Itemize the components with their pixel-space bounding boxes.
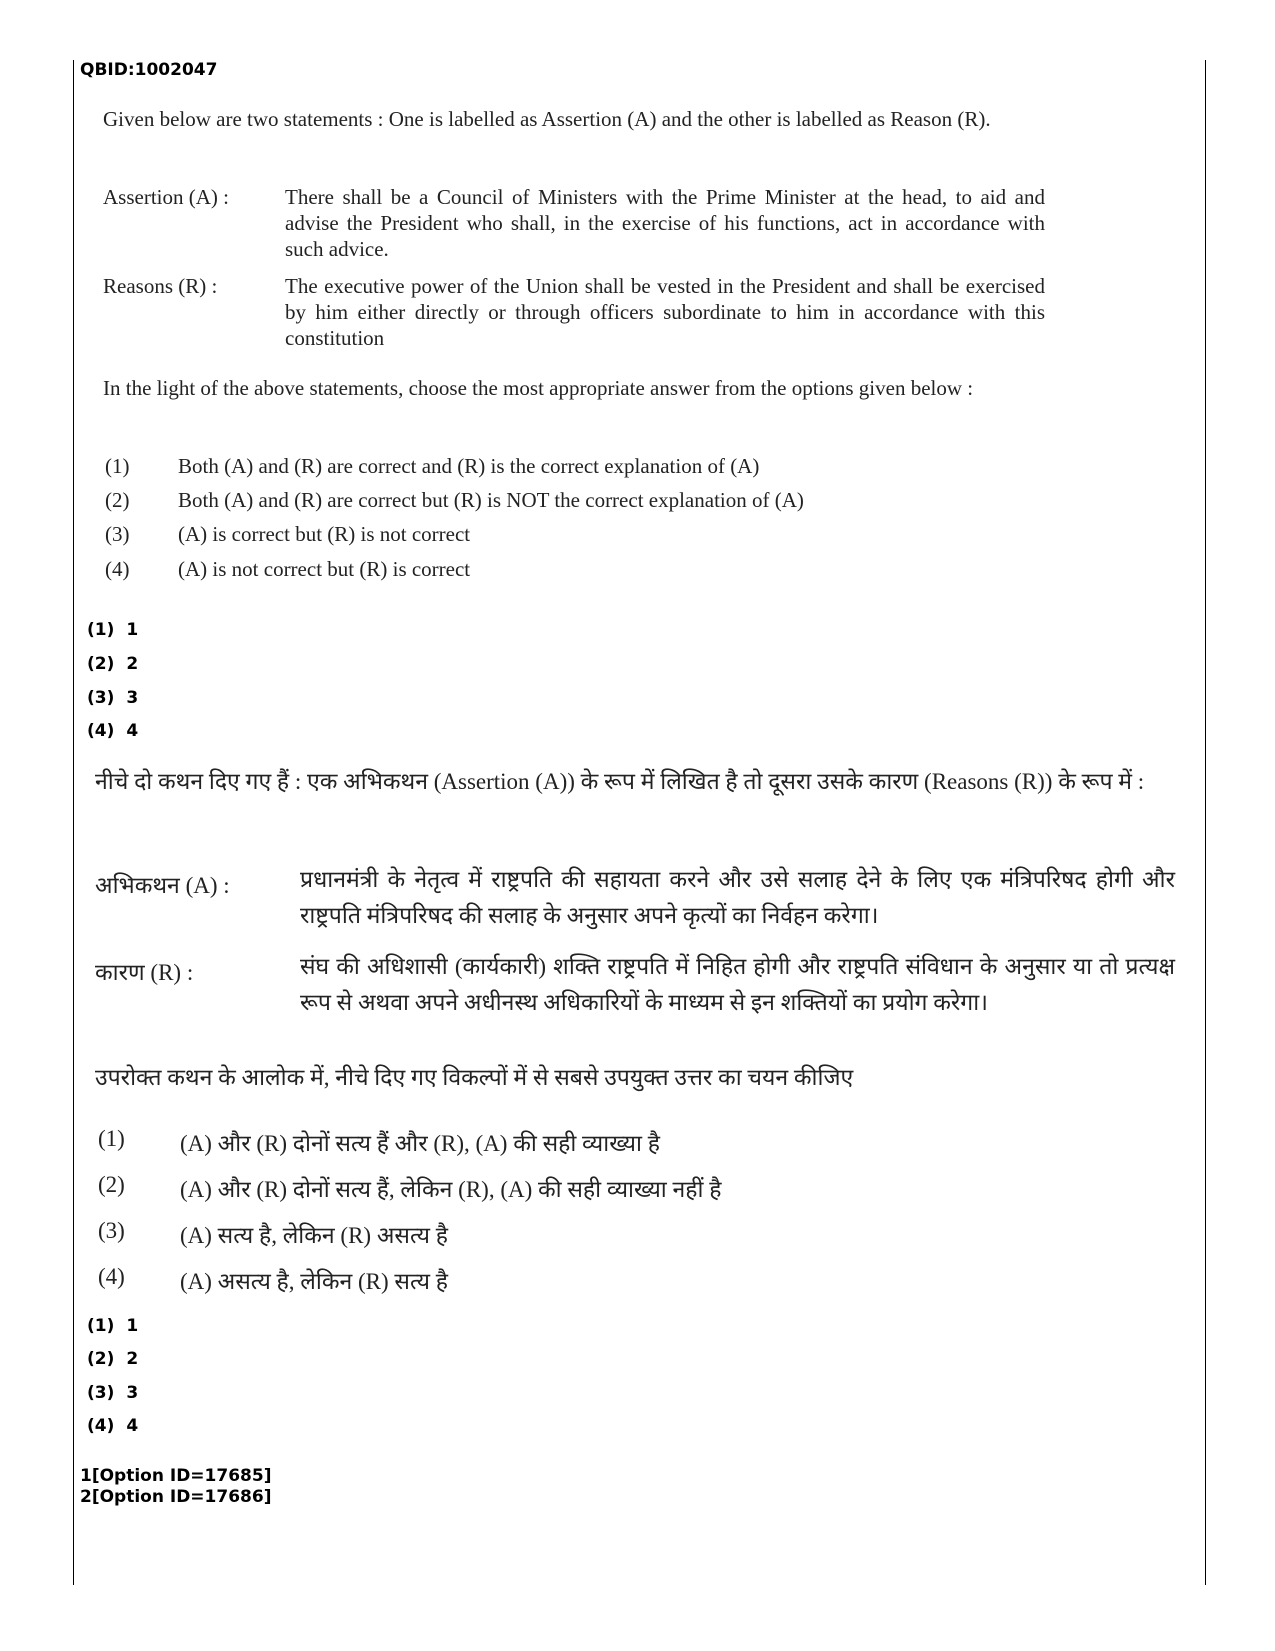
- answer-choice[interactable]: [87, 1316, 138, 1336]
- answer-choice[interactable]: [87, 721, 138, 741]
- answer-choice[interactable]: [87, 1416, 138, 1436]
- option-text-hi: (A) और (R) दोनों सत्य हैं, लेकिन (R), (A) की सही व्याख्या नहीं है: [180, 1177, 722, 1202]
- assertion-text-en: There shall be a Council of Ministers with the Prime Minister at the head, to aid and advise the President who shall, in the exercise of his functions, act in accordance with such advice.: [285, 185, 1045, 261]
- answer-choice[interactable]: [87, 1349, 138, 1369]
- option-number-hi: (2): [98, 1172, 125, 1197]
- option-text-en: Both (A) and (R) are correct but (R) is NOT the correct explanation of (A): [178, 488, 804, 512]
- question-id: QBID:1002047: [80, 60, 218, 80]
- answer-choice-number: (1): [87, 620, 115, 640]
- answer-choice-number: (3): [87, 1383, 115, 1403]
- assertion-label-en: Assertion (A) :: [103, 185, 229, 209]
- option-number-en: (4): [105, 557, 130, 581]
- option-number-hi: (3): [98, 1218, 125, 1243]
- option-text-hi: (A) असत्य है, लेकिन (R) सत्य है: [180, 1269, 448, 1294]
- reason-text-en: The executive power of the Union shall be vested in the President and shall be exercised by him either directly or through officers subordinate to him in accordance with this constitution: [285, 274, 1045, 350]
- answer-choice-value: 1: [126, 620, 139, 640]
- option-number-hi: (4): [98, 1264, 125, 1289]
- answer-choice-value: 2: [126, 1349, 139, 1369]
- option-id-line: 1[Option ID=17685]: [80, 1466, 272, 1486]
- instruction-en: In the light of the above statements, choose the most appropriate answer from the options given below :: [103, 376, 974, 400]
- reason-label-hi: कारण (R) :: [95, 960, 194, 985]
- answer-choice[interactable]: [87, 620, 138, 640]
- right-border-rule: [1205, 60, 1206, 1585]
- answer-choice-value: 4: [126, 1416, 139, 1436]
- option-text-hi: (A) और (R) दोनों सत्य हैं और (R), (A) की सही व्याख्या है: [180, 1131, 660, 1156]
- left-border-rule: [73, 60, 74, 1585]
- answer-choice-number: (2): [87, 654, 115, 674]
- answer-choice-value: 4: [126, 721, 139, 741]
- answer-choice-value: 1: [126, 1316, 139, 1336]
- assertion-text-hi: प्रधानमंत्री के नेतृत्व में राष्ट्रपति की सहायता करने और उसे सलाह देने के लिए एक मंत्रिपरिषद होगी और राष्ट्रपति मंत्रिपरिषद की सलाह के अनुसार अपने कृत्यों का निर्वहन करेगा।: [300, 867, 1175, 928]
- reason-label-en: Reasons (R) :: [103, 274, 218, 298]
- answer-choice-number: (2): [87, 1349, 115, 1369]
- option-number-en: (2): [105, 488, 130, 512]
- question-intro-hi: नीचे दो कथन दिए गए हैं : एक अभिकथन (Assertion (A)) के रूप में लिखित है तो दूसरा उसके कारण (Reasons (R)) के रूप में :: [95, 769, 1145, 794]
- answer-choice-number: (4): [87, 721, 115, 741]
- option-number-hi: (1): [98, 1126, 125, 1151]
- question-intro-en: Given below are two statements : One is labelled as Assertion (A) and the other is labelled as Reason (R).: [103, 107, 991, 131]
- answer-choice-number: (3): [87, 688, 115, 708]
- option-text-en: Both (A) and (R) are correct and (R) is the correct explanation of (A): [178, 454, 760, 478]
- option-text-hi: (A) सत्य है, लेकिन (R) असत्य है: [180, 1223, 448, 1248]
- assertion-label-hi: अभिकथन (A) :: [95, 873, 230, 898]
- answer-choice[interactable]: [87, 1383, 138, 1403]
- option-id-line: 2[Option ID=17686]: [80, 1487, 272, 1507]
- option-number-en: (3): [105, 522, 130, 546]
- answer-choice[interactable]: [87, 654, 138, 674]
- option-text-en: (A) is correct but (R) is not correct: [178, 522, 471, 546]
- answer-choice-value: 3: [126, 688, 139, 708]
- answer-choice-value: 2: [126, 654, 139, 674]
- answer-choice-value: 3: [126, 1383, 139, 1403]
- answer-choice[interactable]: [87, 688, 138, 708]
- answer-choice-number: (1): [87, 1316, 115, 1336]
- answer-choice-number: (4): [87, 1416, 115, 1436]
- instruction-hi: उपरोक्त कथन के आलोक में, नीचे दिए गए विकल्पों में से सबसे उपयुक्त उत्तर का चयन कीजिए: [95, 1065, 854, 1090]
- reason-text-hi: संघ की अधिशासी (कार्यकारी) शक्ति राष्ट्रपति में निहित होगी और राष्ट्रपति संविधान के अनुसार या तो प्रत्यक्ष रूप से अथवा अपने अधीनस्थ अधिकारियों के माध्यम से इन शक्तियों का प्रयोग करेगा।: [300, 954, 1175, 1015]
- option-text-en: (A) is not correct but (R) is correct: [178, 557, 471, 581]
- option-number-en: (1): [105, 454, 130, 478]
